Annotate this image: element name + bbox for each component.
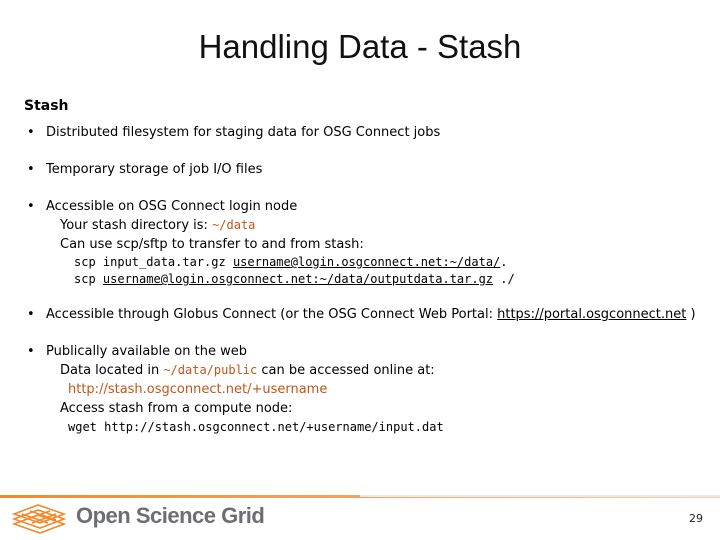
portal-link[interactable]: https://portal.osgconnect.net: [497, 307, 687, 322]
stash-directory-line: [24, 216, 714, 235]
page-number: 29: [689, 512, 703, 525]
bullet-dot: •: [27, 125, 35, 140]
bullet-globus: [24, 305, 714, 324]
slide-content: [24, 97, 714, 437]
scp-upload-end: .: [500, 255, 508, 269]
public-data-post: can be accessed online at:: [257, 363, 435, 378]
scp-download-source-link[interactable]: username@login.osgconnect.net:~/data/outputdata.tar.gz: [102, 272, 494, 286]
wget-command: wget http://stash.osgconnect.net/+username/input.dat: [68, 420, 444, 434]
bullet-temporary-storage: [24, 160, 714, 179]
bullet-text: Accessible through Globus Connect (or the OSG Connect Web Portal:: [46, 307, 498, 322]
bullet-dot: •: [27, 162, 35, 177]
public-data-pre: Data located in: [60, 363, 164, 378]
scp-intro: Can use scp/sftp to transfer to and from stash:: [60, 237, 364, 252]
bullet-dot: •: [27, 307, 35, 322]
scp-download-cmd: scp: [74, 272, 103, 286]
osg-logo-text: Open Science Grid: [76, 503, 265, 528]
scp-command-download: [24, 271, 714, 288]
bullet-text: Accessible on OSG Connect login node: [46, 199, 298, 214]
bullet-text: Distributed filesystem for staging data for OSG Connect jobs: [46, 125, 441, 140]
bullet-text: Temporary storage of job I/O files: [46, 162, 263, 177]
stash-directory-label: Your stash directory is:: [60, 218, 213, 233]
section-heading: Stash: [24, 98, 69, 114]
bullet-dot: •: [27, 344, 35, 359]
compute-node-label: Access stash from a compute node:: [60, 401, 293, 416]
bullet-login-node: [24, 197, 714, 216]
public-data-line: [24, 361, 714, 380]
bullet-text: Publically available on the web: [46, 344, 247, 359]
bullet-dot: •: [27, 199, 35, 214]
scp-upload-target-link[interactable]: username@login.osgconnect.net:~/data/: [232, 255, 501, 269]
bullet-text-end: ): [686, 307, 696, 322]
public-data-path: ~/data/public: [163, 363, 258, 377]
osg-stack-icon: [10, 503, 70, 537]
public-url[interactable]: http://stash.osgconnect.net/+username: [68, 382, 328, 397]
scp-command-upload: [24, 254, 714, 271]
bullet-filesystem: [24, 123, 714, 142]
footer-divider-gray: [360, 495, 720, 497]
footer: [0, 490, 720, 540]
bullet-public-web: [24, 342, 714, 361]
scp-upload-cmd: scp input_data.tar.gz: [74, 255, 233, 269]
stash-directory-path: ~/data: [212, 218, 256, 232]
slide-title: Handling Data - Stash: [198, 28, 522, 65]
scp-download-end: ./: [493, 272, 515, 286]
